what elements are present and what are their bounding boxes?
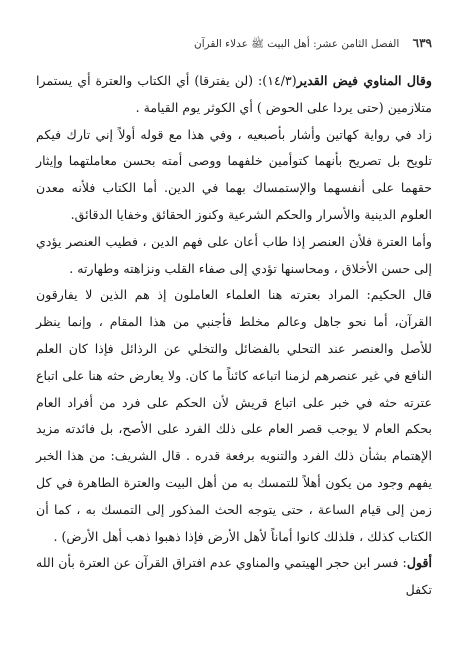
paragraph-text: وأما العترة فلأن العنصر إذا طاب أعان على فهم الدين ، فطيب العنصر يؤدي إلى حسن الأخلاق ، ومحاسنها تؤدي إلى صفاء القلب ونزاهته وطهارته . <box>36 233 432 276</box>
paragraph-text: قال الحكيم: المراد بعترته هنا العلماء العاملون إذ هم الذين لا يفارقون القرآن، أما نحو جاهل وعالم مخلط فأجنبي من هذا المقام ، وإنما ينظر للأصل والعنصر عند التحلي بالفضائل والتخلي عن الرذائل فإذا كان العلم النافع في غير عنصرهم لزمنا اتباعه كائناً ما كان. ولا يعارض حثه هنا على اتباع عترته حثه في خبر على اتباع قريش لأن الحكم على فرد من أفراد العام بحكم العام لا يوجب قصر العام على ذلك الفرد على الأصح، بل فائدته مزيد الإهتمام بشأن ذلك الفرد والتنويه برفعة قدره . قال الشريف: من هذا الخبر يفهم وجود من يكون أهلاً للتمسك به من أهل البيت والعترة الطاهرة في كل زمن إلى قيام الساعة ، حتى يتوجه الحث المذكور إلى التمسك به ، كما أن الكتاب كذلك ، فلذلك كانوا أماناً لأهل الأرض فإذا ذهبوا ذهب أهل الأرض) . <box>36 287 432 544</box>
paragraph-text: زاد في رواية كهاتين وأشار بأصبعيه ، وفي هذا مع قوله أولاً إني تارك فيكم تلويح بل تصريح بأنهما كتوأمين خلفهما ووصى أمته بحسن معاملتهما وإيثار حقهما على أنفسهما والإستمساك بهما في الدين. أما الكتاب فلأنه معدن العلوم الدينية والأسرار والحكم الشرعية وكنوز الحقائق وخفايا الدقائق. <box>36 126 432 222</box>
running-header <box>36 36 432 53</box>
paragraph-text: (١٤/٣): (لن يفترقا) أي الكتاب والعترة أي يستمرا متلازمين (حتى يردا على الحوض ) أي الكوثر يوم القيامة . <box>36 73 432 115</box>
paragraph <box>36 122 432 229</box>
paragraph <box>36 550 432 604</box>
paragraph-text: : فسر ابن حجر الهيتمي والمناوي عدم افتراق القرآن عن العترة بأن الله تكفل <box>36 555 432 598</box>
paragraph <box>36 282 432 550</box>
paragraph <box>36 229 432 283</box>
paragraph <box>36 68 432 122</box>
paragraph-lead: وقال المناوي فيض القدير <box>296 73 432 88</box>
page-body <box>36 68 432 604</box>
page-number: ٦٣٩ <box>412 36 432 50</box>
paragraph-lead: أقول <box>406 555 432 571</box>
chapter-title: الفصل الثامن عشر: أهل البيت ﷺ عدلاء القرآن <box>193 38 400 50</box>
